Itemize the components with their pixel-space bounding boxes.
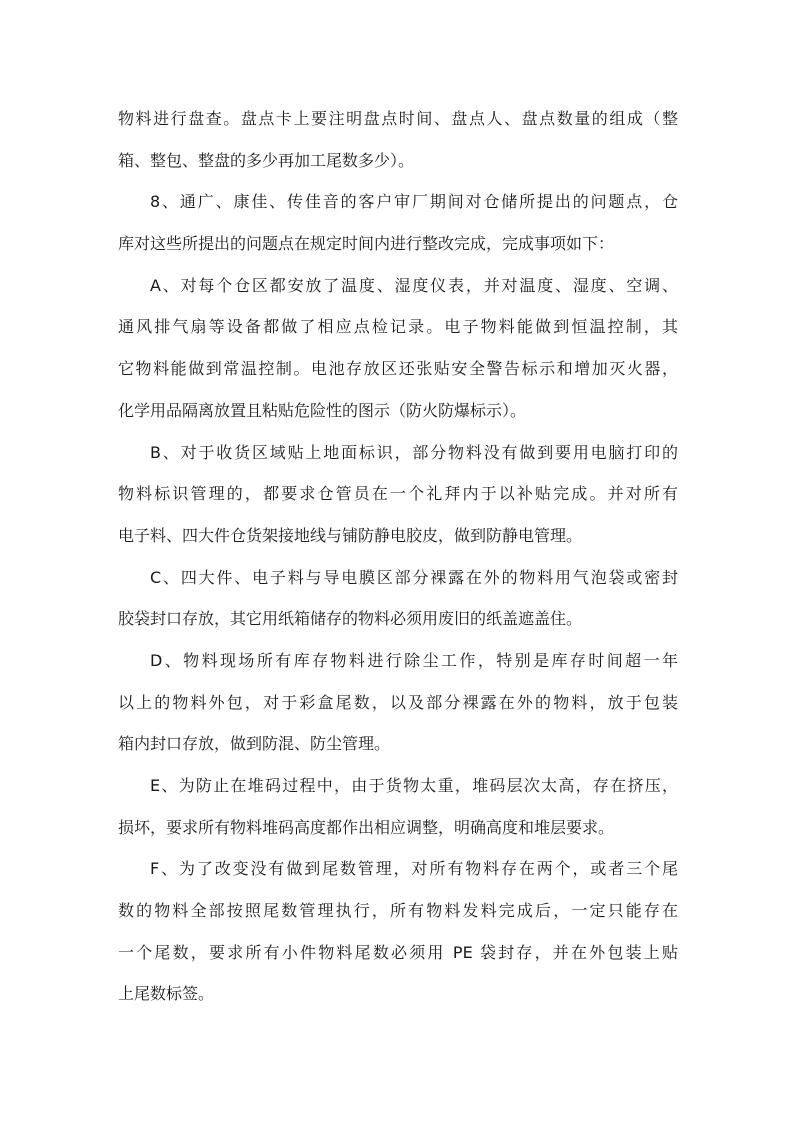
text-line: 上尾数标签。 [118,984,215,1004]
text-line: 物料进行盘查。盘点卡上要注明盘点时间、盘点人、盘点数量的组成（整 [118,109,678,128]
text-line: 以上的物料外包，对于彩盒尾数，以及部分裸露在外的物料，放于包装 [118,692,678,712]
text-line: 它物料能做到常温控制。电池存放区还张贴安全警告标示和增加灭火器， [118,359,678,379]
text-line: 箱、整包、整盘的多少再加工尾数多少）。 [118,150,415,170]
text-line: F、为了改变没有做到尾数管理，对所有物料存在两个，或者三个尾 [150,859,678,879]
text-line: C、四大件、电子料与导电膜区部分裸露在外的物料用气泡袋或密封 [150,567,678,587]
text-line: 胶袋封口存放，其它用纸箱储存的物料必须用废旧的纸盖遮盖住。 [118,609,583,629]
text-line: 通风排气扇等设备都做了相应点检记录。电子物料能做到恒温控制，其 [118,317,678,337]
text-line: 库对这些所提出的问题点在规定时间内进行整改完成，完成事项如下： [118,234,615,254]
text-line: 损坏，要求所有物料堆码高度都作出相应调整，明确高度和堆层要求。 [118,817,615,837]
text-line: 化学用品隔离放置且粘贴危险性的图示（防火防爆标示）。 [118,400,527,420]
text-line: B、对于收货区域贴上地面标识，部分物料没有做到要用电脑打印的 [150,442,678,462]
text-line: 箱内封口存放，做到防混、防尘管理。 [118,734,391,754]
text-line: D、物料现场所有库存物料进行除尘工作，特别是库存时间超一年 [150,650,678,670]
text-line: 物料标识管理的，都要求仓管员在一个礼拜内于以补贴完成。并对所有 [118,484,678,504]
text-line: A、对每个仓区都安放了温度、湿度仪表，并对温度、湿度、空调、 [150,275,678,295]
text-line: 数的物料全部按照尾数管理执行，所有物料发料完成后，一定只能存在 [118,901,678,921]
text-line: 电子料、四大件仓货架接地线与铺防静电胶皮，做到防静电管理。 [118,525,583,545]
document-body [118,98,678,1015]
text-line: E、为防止在堆码过程中，由于货物太重，堆码层次太高，存在挤压， [150,776,678,795]
text-line: 一个尾数，要求所有小件物料尾数必须用 PE 袋封存，并在外包装上贴 [118,942,678,962]
text-line: 8、通广、康佳、传佳音的客户审厂期间对仓储所提出的问题点，仓 [150,192,678,212]
